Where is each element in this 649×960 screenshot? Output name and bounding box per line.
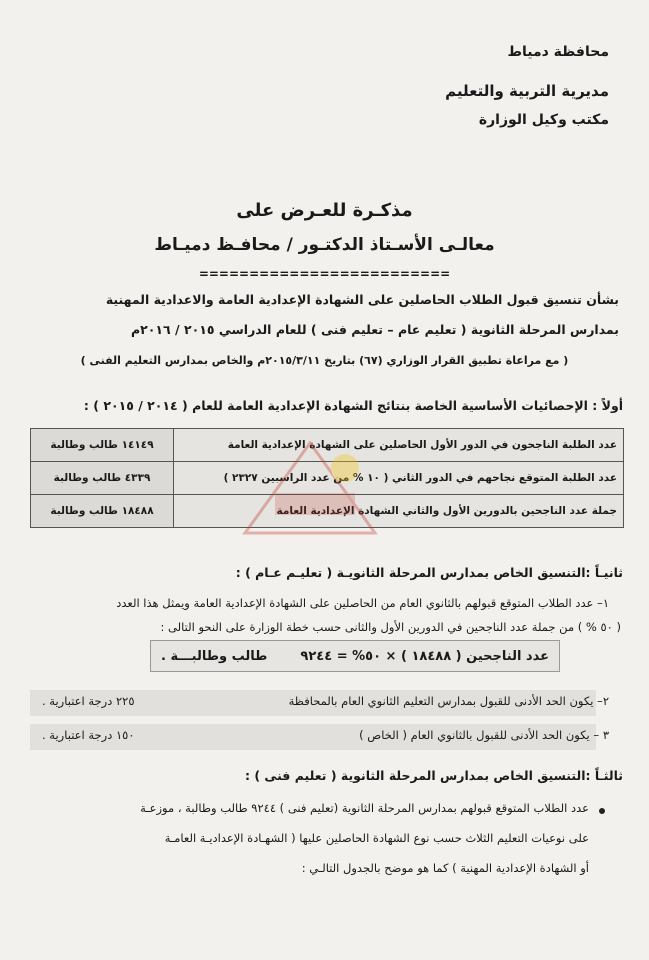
section2-item3-text: ٣ – يكون الحد الأدنى للقبول بالثانوي العام ( الخاص ) xyxy=(359,728,609,742)
stat-label: جملة عدد الناجحين بالدورين الأول والثاني الشهادة الإعدادية العامة xyxy=(174,495,624,528)
stat-value: ١٨٤٨٨ طالب وطالبة xyxy=(31,495,174,528)
title-divider: ========================= xyxy=(198,267,451,281)
section2-item2-text: ٢– يكون الحد الأدنى للقبول بمدارس التعليم الثانوي العام بالمحافظة xyxy=(288,694,609,708)
subject-line-1: بشأن تنسيق قبول الطلاب الحاصلين على الشهادة الإعدادية العامة والاعدادية المهنية xyxy=(105,292,619,307)
section1-heading: أولاً : الإحصائيات الأساسية الخاصة بنتائج الشهادة الإعدادية العامة للعام ( ٢٠١٤ / ٢٠١٥ ) : xyxy=(83,398,623,413)
decree-note: ( مع مراعاة تطبيق القرار الوزاري (٦٧) بتاريخ ٢٠١٥/٣/١١م والخاص بمدارس التعليم الفنى ) xyxy=(80,354,569,367)
watermark-logo xyxy=(235,438,385,538)
section3-bullet-line2: على نوعيات التعليم الثلاث حسب نوع الشهادة الحاصلين عليها ( الشهـادة الإعداديـة العامـة xyxy=(164,831,589,845)
memo-title: مذكـرة للعـرض على xyxy=(236,200,413,221)
governorate-name: محافظة دمياط xyxy=(507,44,609,60)
acceptance-formula xyxy=(150,640,560,672)
section2-item2-value: ٢٢٥ درجة اعتبارية . xyxy=(42,694,135,708)
section2-item1-line1: ١– عدد الطلاب المتوقع قبولهم بالثانوي العام من الحاصلين على الشهادة الإعدادية العامة ويمثل هذا العدد xyxy=(116,596,609,610)
subject-line-2: بمدارس المرحلة الثانوية ( تعليم عام – تعليم فنى ) للعام الدراسي ٢٠١٥ / ٢٠١٦م xyxy=(130,322,619,337)
section2-item3-value: ١٥٠ درجة اعتبارية . xyxy=(42,728,135,742)
section3-bullet-line1: عدد الطلاب المتوقع قبولهم بمدارس المرحلة الثانوية (تعليم فنى ) ٩٢٤٤ طالب وطالبة ، موزعـة xyxy=(140,801,589,815)
bullet-icon xyxy=(599,808,605,814)
directorate-name: مديرية التربية والتعليم xyxy=(445,82,609,100)
stat-label: عدد الطلبة الناجحون في الدور الأول الحاصلين على الشهادة الإعدادية العامة xyxy=(174,429,624,462)
stat-label: عدد الطلبة المتوقع نجاحهم في الدور الثاني ( ١٠ % من عدد الراسبين ٢٣٢٧ ) xyxy=(174,462,624,495)
office-name: مكتب وكيل الوزارة xyxy=(478,112,609,128)
formula-expression: عدد الناجحين ( ١٨٤٨٨ ) × ٥٠% = ٩٢٤٤ xyxy=(300,648,549,664)
section2-item1-line2: ( ٥٠ % ) من جملة عدد الناجحين في الدورين الأول والثانى حسب خطة الوزارة على النحو التالى : xyxy=(160,620,621,634)
memo-addressee: معالـى الأسـتاذ الدكتـور / محافـظ دميـاط xyxy=(154,235,495,255)
stat-value: ٤٣٣٩ طالب وطالبة xyxy=(31,462,174,495)
section2-heading: ثانيـاً :التنسيق الخاص بمدارس المرحلة الثانويـة ( تعليـم عـام ) : xyxy=(235,565,623,580)
stat-value: ١٤١٤٩ طالب وطالبة xyxy=(31,429,174,462)
section3-heading: ثالثـاً :التنسيق الخاص بمدارس المرحلة الثانوية ( تعليم فنى ) : xyxy=(245,768,623,783)
section3-bullet-line3: أو الشهادة الإعدادية المهنية ) كما هو موضح بالجدول التالـي : xyxy=(301,861,589,875)
formula-unit: طالب وطالبـــة . xyxy=(161,648,268,664)
